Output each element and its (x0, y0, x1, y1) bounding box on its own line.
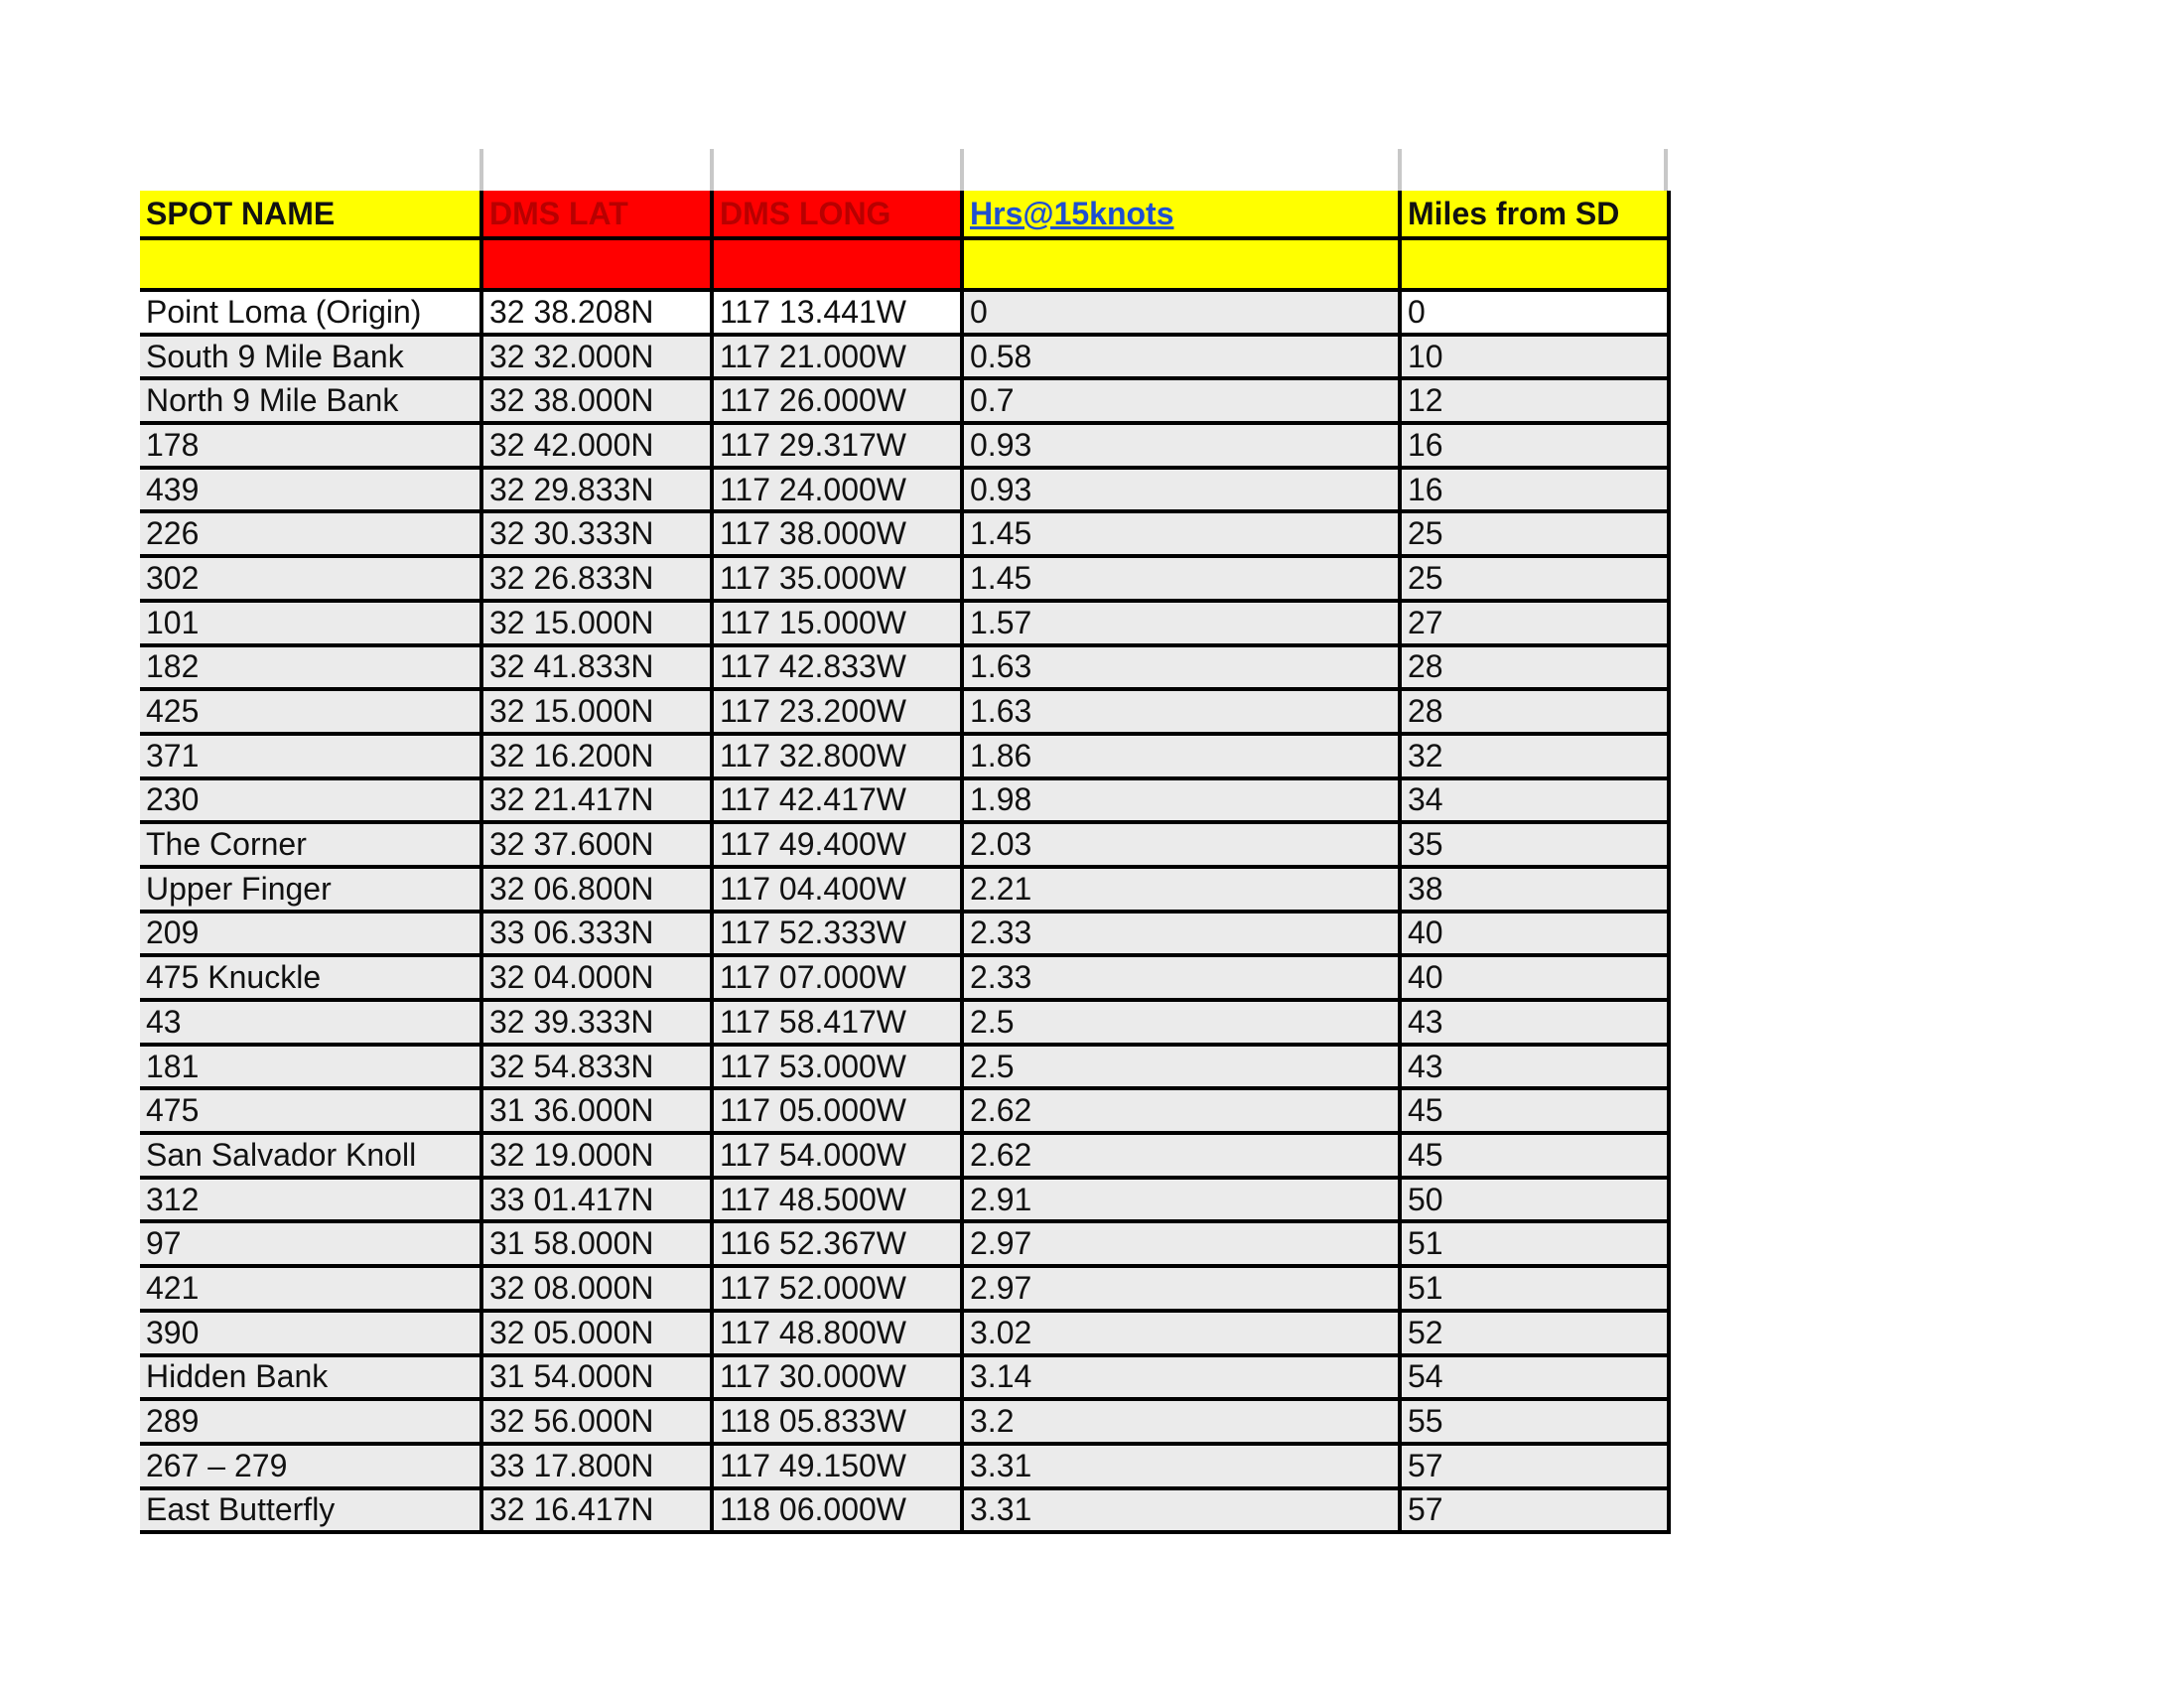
spot-name-cell: 178 (140, 423, 481, 468)
hrs-link[interactable]: Hrs@15knots (970, 195, 1174, 231)
miles-cell: 57 (1400, 1444, 1669, 1488)
long-cell: 116 52.367W (712, 1221, 962, 1266)
miles-cell: 25 (1400, 511, 1669, 556)
long-cell: 117 53.000W (712, 1045, 962, 1089)
table-row (140, 378, 1669, 423)
spot-name-cell: 101 (140, 601, 481, 645)
long-cell: 117 52.333W (712, 912, 962, 956)
long-cell: 117 49.150W (712, 1444, 962, 1488)
table-row (140, 1311, 1669, 1355)
hrs-cell: 2.33 (962, 912, 1400, 956)
table-row (140, 1133, 1669, 1178)
fishing-spots-table (140, 191, 1671, 1534)
lat-cell: 32 26.833N (481, 556, 712, 601)
table-row (140, 290, 1669, 335)
hrs-cell: 2.03 (962, 822, 1400, 867)
long-cell: 117 05.000W (712, 1088, 962, 1133)
hrs-cell: 1.98 (962, 778, 1400, 823)
miles-cell: 0 (1400, 290, 1669, 335)
lat-cell: 32 19.000N (481, 1133, 712, 1178)
spacer-cell (712, 238, 962, 290)
spot-name-cell: The Corner (140, 822, 481, 867)
spot-name-cell: North 9 Mile Bank (140, 378, 481, 423)
long-cell: 117 42.417W (712, 778, 962, 823)
miles-cell: 34 (1400, 778, 1669, 823)
long-cell: 117 58.417W (712, 1000, 962, 1045)
miles-cell: 28 (1400, 645, 1669, 690)
spacer-cell (140, 238, 481, 290)
table-row (140, 734, 1669, 778)
spot-name-cell: 181 (140, 1045, 481, 1089)
miles-cell: 25 (1400, 556, 1669, 601)
miles-cell: 38 (1400, 867, 1669, 912)
table-row (140, 335, 1669, 379)
spot-name-cell: 439 (140, 468, 481, 512)
table-row (140, 912, 1669, 956)
long-cell: 117 29.317W (712, 423, 962, 468)
lat-cell: 32 37.600N (481, 822, 712, 867)
lat-cell: 32 38.208N (481, 290, 712, 335)
lat-cell: 32 04.000N (481, 955, 712, 1000)
gridline-top (1664, 149, 1668, 191)
hrs-cell: 1.63 (962, 689, 1400, 734)
miles-cell: 55 (1400, 1399, 1669, 1444)
long-cell: 117 49.400W (712, 822, 962, 867)
table-row (140, 1444, 1669, 1488)
long-cell: 118 06.000W (712, 1488, 962, 1533)
hrs-cell: 1.63 (962, 645, 1400, 690)
miles-cell: 45 (1400, 1133, 1669, 1178)
long-cell: 117 24.000W (712, 468, 962, 512)
miles-cell: 51 (1400, 1221, 1669, 1266)
table-row (140, 1088, 1669, 1133)
spot-name-cell: 97 (140, 1221, 481, 1266)
long-cell: 117 04.400W (712, 867, 962, 912)
long-cell: 117 15.000W (712, 601, 962, 645)
spot-name-cell: 390 (140, 1311, 481, 1355)
long-cell: 117 13.441W (712, 290, 962, 335)
hrs-cell: 2.97 (962, 1266, 1400, 1311)
long-cell: 117 35.000W (712, 556, 962, 601)
miles-cell: 16 (1400, 468, 1669, 512)
miles-cell: 32 (1400, 734, 1669, 778)
hrs-cell: 2.21 (962, 867, 1400, 912)
table-row (140, 689, 1669, 734)
hrs-cell: 2.62 (962, 1133, 1400, 1178)
hrs-cell: 2.97 (962, 1221, 1400, 1266)
table-row (140, 1399, 1669, 1444)
header-dms-long: DMS LONG (712, 191, 962, 238)
miles-cell: 43 (1400, 1000, 1669, 1045)
spot-name-cell: San Salvador Knoll (140, 1133, 481, 1178)
spot-name-cell: 182 (140, 645, 481, 690)
lat-cell: 32 05.000N (481, 1311, 712, 1355)
table-row (140, 1221, 1669, 1266)
long-cell: 117 38.000W (712, 511, 962, 556)
table-row (140, 423, 1669, 468)
long-cell: 117 48.500W (712, 1178, 962, 1222)
spot-name-cell: Point Loma (Origin) (140, 290, 481, 335)
lat-cell: 32 32.000N (481, 335, 712, 379)
hrs-cell: 2.5 (962, 1000, 1400, 1045)
spot-name-cell: South 9 Mile Bank (140, 335, 481, 379)
lat-cell: 32 15.000N (481, 689, 712, 734)
spot-name-cell: 312 (140, 1178, 481, 1222)
miles-cell: 10 (1400, 335, 1669, 379)
miles-cell: 52 (1400, 1311, 1669, 1355)
header-hrs (962, 191, 1400, 238)
lat-cell: 32 06.800N (481, 867, 712, 912)
hrs-cell: 2.5 (962, 1045, 1400, 1089)
lat-cell: 32 21.417N (481, 778, 712, 823)
lat-cell: 32 30.333N (481, 511, 712, 556)
hrs-cell: 2.91 (962, 1178, 1400, 1222)
lat-cell: 32 15.000N (481, 601, 712, 645)
table-row (140, 511, 1669, 556)
header-miles: Miles from SD (1400, 191, 1669, 238)
table-row (140, 1178, 1669, 1222)
spot-name-cell: 230 (140, 778, 481, 823)
long-cell: 117 23.200W (712, 689, 962, 734)
hrs-cell: 3.31 (962, 1488, 1400, 1533)
long-cell: 117 48.800W (712, 1311, 962, 1355)
table-row (140, 556, 1669, 601)
long-cell: 117 21.000W (712, 335, 962, 379)
spot-name-cell: 371 (140, 734, 481, 778)
table-row (140, 1355, 1669, 1400)
gridline-top (960, 149, 964, 191)
hrs-cell: 3.02 (962, 1311, 1400, 1355)
long-cell: 117 07.000W (712, 955, 962, 1000)
lat-cell: 33 01.417N (481, 1178, 712, 1222)
long-cell: 117 52.000W (712, 1266, 962, 1311)
hrs-cell: 0.58 (962, 335, 1400, 379)
lat-cell: 32 39.333N (481, 1000, 712, 1045)
spot-name-cell: Hidden Bank (140, 1355, 481, 1400)
miles-cell: 27 (1400, 601, 1669, 645)
table-row (140, 1488, 1669, 1533)
hrs-cell: 3.31 (962, 1444, 1400, 1488)
long-cell: 117 42.833W (712, 645, 962, 690)
header-spot-name: SPOT NAME (140, 191, 481, 238)
spacer-cell (1400, 238, 1669, 290)
hrs-cell: 0 (962, 290, 1400, 335)
table-row (140, 601, 1669, 645)
hrs-cell: 1.45 (962, 556, 1400, 601)
hrs-cell: 1.57 (962, 601, 1400, 645)
header-spacer-row (140, 238, 1669, 290)
lat-cell: 32 54.833N (481, 1045, 712, 1089)
table-row (140, 1266, 1669, 1311)
lat-cell: 31 58.000N (481, 1221, 712, 1266)
hrs-cell: 2.33 (962, 955, 1400, 1000)
miles-cell: 40 (1400, 955, 1669, 1000)
header-dms-lat: DMS LAT (481, 191, 712, 238)
gridline-top (710, 149, 714, 191)
table-row (140, 468, 1669, 512)
miles-cell: 28 (1400, 689, 1669, 734)
hrs-cell: 1.45 (962, 511, 1400, 556)
hrs-cell: 0.93 (962, 423, 1400, 468)
table-row (140, 955, 1669, 1000)
miles-cell: 12 (1400, 378, 1669, 423)
miles-cell: 50 (1400, 1178, 1669, 1222)
long-cell: 117 30.000W (712, 1355, 962, 1400)
table-row (140, 1045, 1669, 1089)
long-cell: 117 26.000W (712, 378, 962, 423)
spot-name-cell: East Butterfly (140, 1488, 481, 1533)
miles-cell: 40 (1400, 912, 1669, 956)
table-row (140, 822, 1669, 867)
hrs-cell: 3.2 (962, 1399, 1400, 1444)
lat-cell: 32 16.417N (481, 1488, 712, 1533)
long-cell: 117 32.800W (712, 734, 962, 778)
hrs-cell: 0.93 (962, 468, 1400, 512)
spot-name-cell: 226 (140, 511, 481, 556)
spot-name-cell: 267 – 279 (140, 1444, 481, 1488)
miles-cell: 43 (1400, 1045, 1669, 1089)
lat-cell: 33 06.333N (481, 912, 712, 956)
spot-name-cell: 475 (140, 1088, 481, 1133)
miles-cell: 45 (1400, 1088, 1669, 1133)
spot-name-cell: 425 (140, 689, 481, 734)
spacer-cell (481, 238, 712, 290)
lat-cell: 32 16.200N (481, 734, 712, 778)
lat-cell: 31 54.000N (481, 1355, 712, 1400)
gridline-top (479, 149, 483, 191)
hrs-cell: 0.7 (962, 378, 1400, 423)
lat-cell: 31 36.000N (481, 1088, 712, 1133)
long-cell: 118 05.833W (712, 1399, 962, 1444)
lat-cell: 32 56.000N (481, 1399, 712, 1444)
lat-cell: 32 41.833N (481, 645, 712, 690)
table-row (140, 1000, 1669, 1045)
miles-cell: 35 (1400, 822, 1669, 867)
lat-cell: 32 38.000N (481, 378, 712, 423)
spot-name-cell: Upper Finger (140, 867, 481, 912)
long-cell: 117 54.000W (712, 1133, 962, 1178)
table-row (140, 645, 1669, 690)
spot-name-cell: 289 (140, 1399, 481, 1444)
spot-name-cell: 43 (140, 1000, 481, 1045)
gridline-top (1398, 149, 1402, 191)
hrs-cell: 1.86 (962, 734, 1400, 778)
lat-cell: 32 08.000N (481, 1266, 712, 1311)
lat-cell: 32 42.000N (481, 423, 712, 468)
hrs-cell: 2.62 (962, 1088, 1400, 1133)
lat-cell: 33 17.800N (481, 1444, 712, 1488)
table-row (140, 778, 1669, 823)
table-row (140, 867, 1669, 912)
miles-cell: 16 (1400, 423, 1669, 468)
header-row (140, 191, 1669, 238)
spacer-cell (962, 238, 1400, 290)
lat-cell: 32 29.833N (481, 468, 712, 512)
spot-name-cell: 421 (140, 1266, 481, 1311)
hrs-cell: 3.14 (962, 1355, 1400, 1400)
spot-name-cell: 475 Knuckle (140, 955, 481, 1000)
miles-cell: 51 (1400, 1266, 1669, 1311)
miles-cell: 57 (1400, 1488, 1669, 1533)
spot-name-cell: 209 (140, 912, 481, 956)
spot-name-cell: 302 (140, 556, 481, 601)
miles-cell: 54 (1400, 1355, 1669, 1400)
